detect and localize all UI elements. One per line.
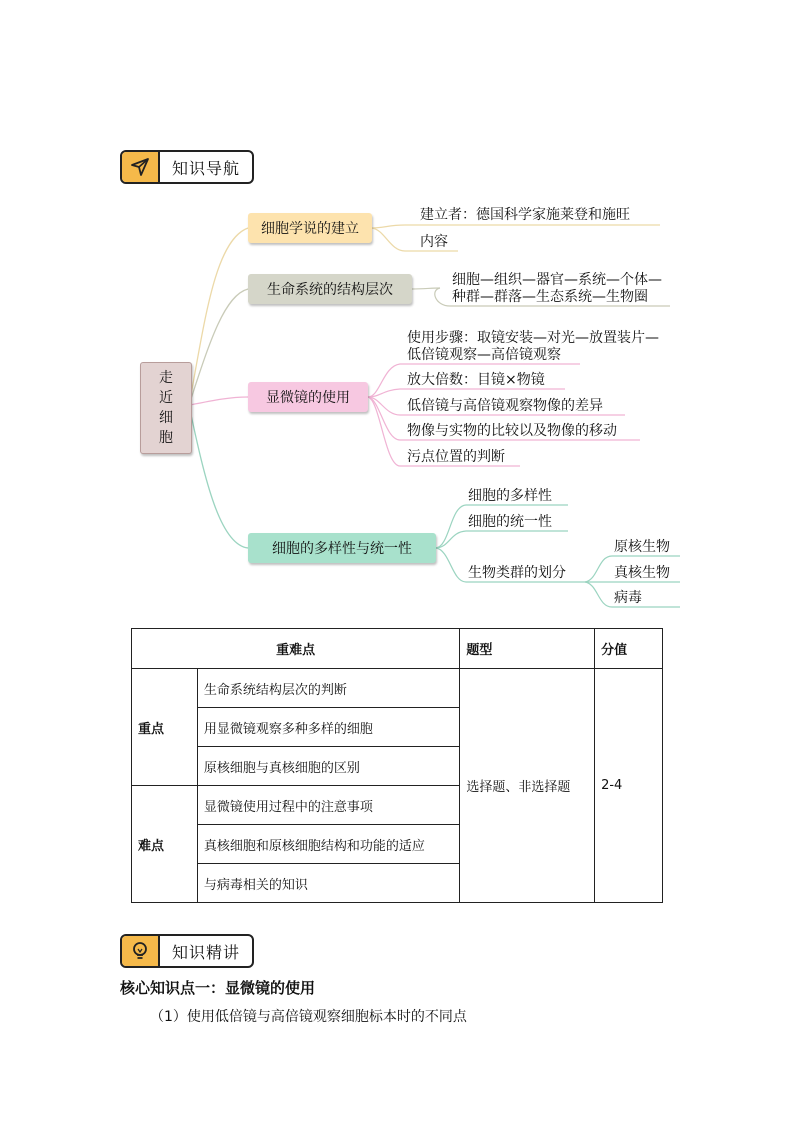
root-char: 走 <box>159 370 173 386</box>
leaf-text: 放大倍数：目镜×物镜 <box>407 372 545 388</box>
branch-cell-diversity: 细胞的多样性与统一性 <box>248 533 436 563</box>
subleaf-text: 病毒 <box>614 590 642 606</box>
branch-microscope-use: 显微镜的使用 <box>248 382 368 412</box>
group-label-difficult: 难点 <box>132 786 198 903</box>
core-point-heading: 核心知识点一：显微镜的使用 <box>120 979 316 997</box>
header-key-points: 重难点 <box>132 629 460 669</box>
root-char: 细 <box>159 410 173 426</box>
subleaf-text: 原核生物 <box>614 539 670 555</box>
leaf-text: 生物类群的划分 <box>468 565 566 581</box>
lecture-section-header <box>120 934 254 968</box>
core-point-line: （1）使用低倍镜与高倍镜观察细胞标本时的不同点 <box>150 1009 467 1025</box>
question-type-cell: 选择题、非选择题 <box>460 669 595 903</box>
nav-section-title: 知识导航 <box>172 158 241 178</box>
lecture-section-title: 知识精讲 <box>172 942 241 962</box>
leaf-text: 内容 <box>420 234 448 250</box>
leaf-text: 细胞的统一性 <box>468 514 552 530</box>
key-points-table <box>131 628 663 903</box>
header-score: 分值 <box>595 629 663 669</box>
branch-cell-theory: 细胞学说的建立 <box>248 213 372 243</box>
score-cell: 2-4 <box>595 669 663 903</box>
branch-life-system-levels: 生命系统的结构层次 <box>248 274 412 304</box>
leaf-text: 低倍镜观察—高倍镜观察 <box>407 347 561 363</box>
lightbulb-icon <box>122 936 160 966</box>
leaf-text: 使用步骤：取镜安装—对光—放置装片— <box>407 330 659 346</box>
subleaf-text: 真核生物 <box>614 565 670 581</box>
leaf-text: 种群—群落—生态系统—生物圈 <box>452 289 648 305</box>
root-char: 近 <box>159 390 173 406</box>
table-cell: 显微镜使用过程中的注意事项 <box>197 786 459 825</box>
table-row <box>132 669 663 708</box>
mindmap-root <box>140 362 192 454</box>
table-cell: 真核细胞和原核细胞结构和功能的适应 <box>197 825 459 864</box>
group-label-key: 重点 <box>132 669 198 786</box>
root-char: 胞 <box>159 430 173 446</box>
header-question-type: 题型 <box>460 629 595 669</box>
table-cell: 用显微镜观察多种多样的细胞 <box>197 708 459 747</box>
leaf-text: 物像与实物的比较以及物像的移动 <box>407 423 617 439</box>
table-cell: 生命系统结构层次的判断 <box>197 669 459 708</box>
leaf-text: 低倍镜与高倍镜观察物像的差异 <box>407 398 603 414</box>
table-header-row <box>132 629 663 669</box>
table-cell: 与病毒相关的知识 <box>197 864 459 903</box>
leaf-text: 细胞的多样性 <box>468 488 552 504</box>
table-cell: 原核细胞与真核细胞的区别 <box>197 747 459 786</box>
leaf-text: 建立者：德国科学家施莱登和施旺 <box>420 207 630 223</box>
leaf-text: 细胞—组织—器官—系统—个体— <box>452 272 662 288</box>
leaf-text: 污点位置的判断 <box>407 449 505 465</box>
